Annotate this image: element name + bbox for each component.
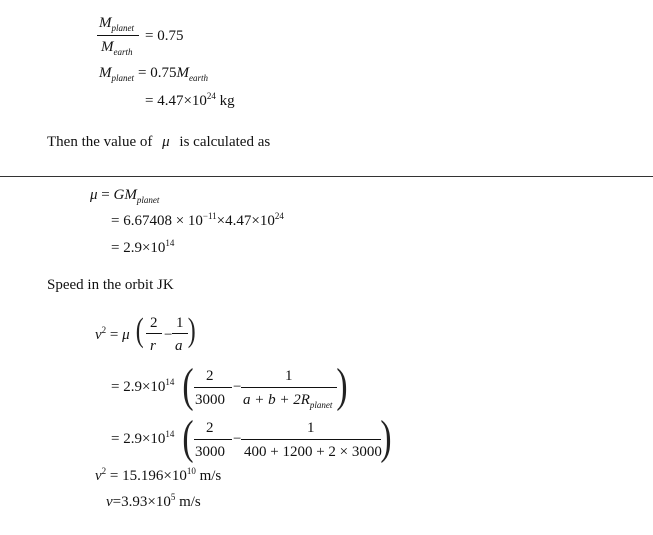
- text-after: is calculated as: [179, 134, 271, 150]
- frac-bar: [146, 333, 162, 334]
- unit-kg: kg: [215, 93, 235, 109]
- subscript-planet: planet: [111, 73, 134, 83]
- coefficient: = 0.75: [138, 65, 177, 81]
- subscript-planet: planet: [309, 400, 333, 410]
- velocity-symbol: v: [95, 327, 102, 343]
- sub1-frac2-num: 1: [285, 368, 293, 384]
- frac-1-over-a-num: 1: [176, 315, 184, 331]
- exponent: 2: [101, 466, 107, 476]
- intro-text-speed: Speed in the orbit JK: [47, 277, 174, 293]
- subscript-planet: planet: [136, 195, 160, 205]
- vis-viva-sub1-coef: [111, 378, 174, 397]
- intro-text-mu: [47, 133, 270, 151]
- subscript-earth: earth: [113, 47, 133, 57]
- exponent: 5: [170, 492, 176, 502]
- frac-1-over-a-den: a: [175, 338, 183, 354]
- left-paren: (: [182, 359, 194, 412]
- vis-viva-sub2-coef: [111, 430, 174, 449]
- gravitational-constant: = 6.67408 × 10: [111, 213, 203, 229]
- right-paren: ): [336, 359, 348, 412]
- mu-symbol: μ: [162, 134, 170, 150]
- exponent: 24: [274, 211, 284, 221]
- mu-definition: [90, 186, 159, 205]
- frac-bar: [241, 387, 337, 388]
- unit: m/s: [175, 494, 201, 510]
- v-squared-result: [95, 467, 221, 486]
- sub1-frac1-den: 3000: [195, 392, 225, 408]
- mu-symbol: μ: [90, 187, 98, 203]
- frac-bar: [194, 387, 232, 388]
- exponent: −11: [202, 211, 217, 221]
- subscript-planet: planet: [111, 23, 134, 33]
- coefficient: = 2.9×10: [111, 431, 166, 447]
- equals: =: [97, 187, 114, 203]
- speed-value: =3.93×10: [112, 494, 171, 510]
- planet-mass-expression: [99, 64, 208, 83]
- minus-sign: −: [233, 379, 242, 395]
- section-divider: [0, 176, 653, 177]
- speed-result: [106, 493, 201, 512]
- mu-substitution: [111, 212, 284, 231]
- exponent: 14: [165, 377, 175, 387]
- ratio-denominator: [101, 38, 133, 57]
- exponent: 14: [165, 238, 175, 248]
- equals: =: [106, 327, 123, 343]
- mass-number: = 4.47×10: [145, 93, 207, 109]
- mass-symbol: M: [99, 65, 112, 81]
- mu-result: [111, 239, 174, 258]
- coefficient: = 2.9×10: [111, 379, 166, 395]
- exponent: 10: [186, 466, 196, 476]
- frac-2-over-r-den: r: [150, 338, 156, 354]
- subscript-earth: earth: [188, 73, 208, 83]
- sub2-frac1-den: 3000: [195, 444, 225, 460]
- planet-mass-value: [145, 92, 235, 111]
- minus-sign: −: [233, 431, 242, 447]
- right-paren: ): [187, 312, 196, 349]
- sub2-frac1-num: 2: [206, 420, 214, 436]
- sub2-frac2-num: 1: [307, 420, 315, 436]
- sub2-frac2-den: 400 + 1200 + 2 × 3000: [244, 444, 382, 460]
- mass-symbol: M: [99, 15, 112, 31]
- frac-bar: [241, 439, 381, 440]
- vis-viva-lhs: [95, 326, 130, 345]
- left-paren: (: [182, 411, 194, 464]
- mu-value: = 2.9×10: [111, 240, 166, 256]
- exponent: 24: [206, 91, 216, 101]
- ratio-fraction-bar: [97, 35, 139, 36]
- sub1-frac1-num: 2: [206, 368, 214, 384]
- mass-factor: ×4.47×10: [216, 213, 275, 229]
- mass-symbol: M: [101, 39, 114, 55]
- ratio-value: = 0.75: [145, 28, 184, 44]
- v-squared-value: = 15.196×10: [106, 468, 187, 484]
- ratio-numerator: [99, 14, 134, 33]
- mass-symbol: M: [176, 65, 189, 81]
- frac-2-over-r-num: 2: [150, 315, 158, 331]
- sub1-frac2-den: [243, 391, 332, 410]
- velocity-symbol: v: [106, 494, 113, 510]
- exponent: 2: [101, 325, 107, 335]
- right-paren: ): [380, 411, 392, 464]
- mu-symbol: μ: [122, 327, 130, 343]
- velocity-symbol: v: [95, 468, 102, 484]
- frac-bar: [172, 333, 188, 334]
- frac-bar: [194, 439, 232, 440]
- gm-symbol: GM: [113, 187, 137, 203]
- semi-axes-sum: a + b + 2R: [243, 392, 310, 408]
- left-paren: (: [135, 312, 144, 349]
- text-before: Then the value of: [47, 134, 153, 150]
- minus-sign: −: [164, 327, 173, 343]
- exponent: 14: [165, 429, 175, 439]
- unit: m/s: [195, 468, 222, 484]
